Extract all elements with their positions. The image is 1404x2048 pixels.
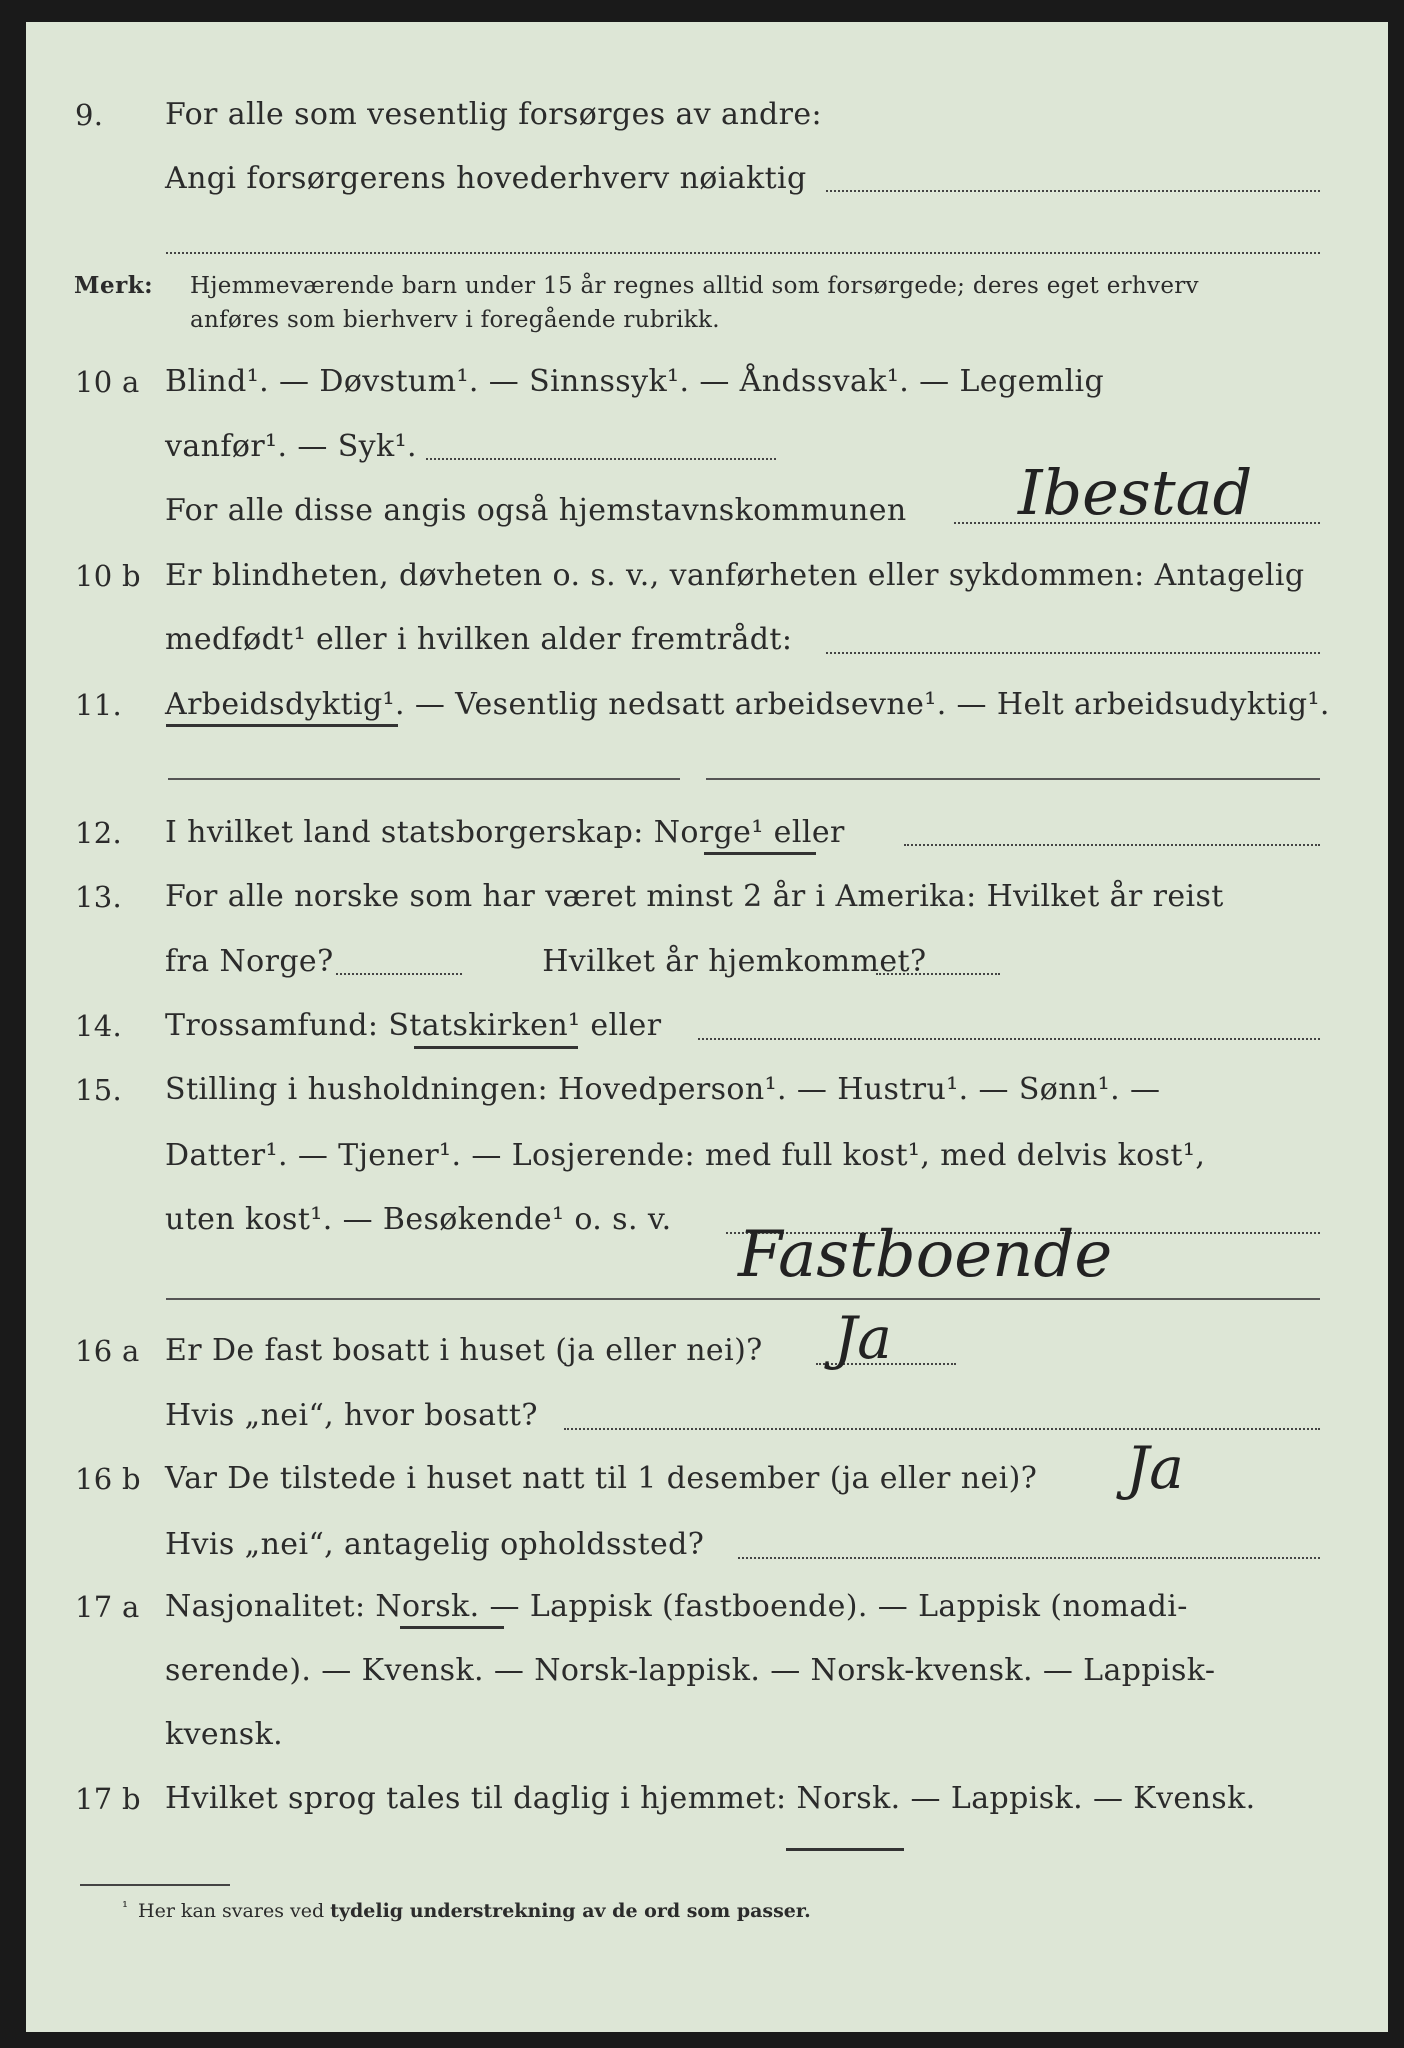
q16a-bosatt-line: [564, 1428, 1320, 1430]
q13-line-2: fra Norge? Hvilket år hjemkommet?: [165, 944, 927, 979]
q17a-line-2: serende). — Kvensk. — Norsk-lappisk. — Norsk-kvensk. — Lappisk-: [165, 1653, 1216, 1688]
q15-line-2: Datter¹. — Tjener¹. — Losjerende: med full kost¹, med delvis kost¹,: [165, 1138, 1206, 1173]
q11-rule-1: [168, 778, 680, 780]
item-number-17a: 17 a: [75, 1590, 140, 1624]
merk-line-2: anføres som bierhverv i foregående rubrikk.: [190, 307, 720, 333]
q10b-line-2: medfødt¹ eller i hvilken alder fremtrådt:: [165, 622, 793, 657]
merk-label: Merk:: [74, 272, 154, 299]
footnote-text-plain: Her kan svares ved: [138, 1900, 331, 1922]
item-number-16b: 16 b: [75, 1462, 141, 1496]
item-number-10b: 10 b: [75, 559, 141, 593]
q10a-line-3: For alle disse angis også hjemstavnskommunen: [165, 493, 907, 528]
q12-answer-line: [904, 844, 1320, 846]
footnote-text-bold: tydelig understrekning av de ord som passer.: [330, 1900, 811, 1922]
footnote-rule: [80, 1884, 230, 1886]
q9-answer-line-2: [166, 252, 1320, 254]
q14-answer-line: [698, 1038, 1320, 1040]
q13-line-1: For alle norske som har været minst 2 år i Amerika: Hvilket år reist: [165, 879, 1224, 914]
item-number-15: 15.: [75, 1073, 123, 1107]
q15-line-1: Stilling i husholdningen: Hovedperson¹. — Hustru¹. — Sønn¹. —: [165, 1072, 1161, 1107]
item-number-11: 11.: [75, 688, 123, 722]
item-number-16a: 16 a: [75, 1334, 140, 1368]
q14-line-1: Trossamfund: Statskirken¹ eller: [165, 1008, 662, 1043]
q10a-line-1: Blind¹. — Døvstum¹. — Sinnssyk¹. — Åndssvak¹. — Legemlig: [165, 364, 1105, 399]
q17a-line-3: kvensk.: [165, 1717, 284, 1752]
q16b-opholdssted-line: [738, 1557, 1320, 1559]
q17a-underline: [400, 1626, 504, 1629]
handwriting-stilling: Fastboende: [738, 1218, 1113, 1292]
q13-reist-line: [336, 973, 462, 975]
q10b-line-1: Er blindheten, døvheten o. s. v., vanførheten eller sykdommen: Antagelig: [165, 558, 1305, 593]
handwriting-hjemstavn: Ibestad: [1018, 456, 1253, 529]
q16a-line-1: Er De fast bosatt i huset (ja eller nei)?: [165, 1333, 763, 1368]
q15-rule: [166, 1298, 1320, 1300]
item-number-12: 12.: [75, 816, 123, 850]
handwriting-tilstede: Ja: [1126, 1434, 1184, 1502]
q12-underline: [704, 852, 816, 855]
q16b-line-1: Var De tilstede i huset natt til 1 desember (ja eller nei)?: [165, 1461, 1038, 1496]
q11-rule-2: [706, 778, 1320, 780]
q14-underline: [414, 1046, 578, 1049]
footnote-marker: ¹: [122, 1898, 129, 1916]
q9-line-1: For alle som vesentlig forsørges av andre:: [165, 97, 823, 132]
q12-line-1: I hvilket land statsborgerskap: Norge¹ eller: [165, 815, 845, 850]
q15-line-3: uten kost¹. — Besøkende¹ o. s. v.: [165, 1202, 672, 1237]
handwriting-bosatt: Ja: [834, 1304, 892, 1372]
q10a-line-2: vanfør¹. — Syk¹.: [165, 429, 417, 464]
q16b-line-2: Hvis „nei“, antagelig opholdssted?: [165, 1527, 705, 1562]
q13-hjemkommet-line: [876, 973, 1000, 975]
q11-underline: [166, 724, 398, 727]
item-number-9: 9.: [75, 98, 104, 132]
q9-line-2: Angi forsørgerens hovederhverv nøiaktig: [165, 161, 807, 196]
q10a-syk-line: [426, 458, 776, 460]
q17b-line-1: Hvilket sprog tales til daglig i hjemmet: Norsk. — Lappisk. — Kvensk.: [165, 1781, 1256, 1816]
item-number-10a: 10 a: [75, 365, 140, 399]
merk-line-1: Hjemmeværende barn under 15 år regnes alltid som forsørgede; deres eget erhverv: [190, 273, 1199, 299]
item-number-13: 13.: [75, 880, 123, 914]
q11-line-1: Arbeidsdyktig¹. — Vesentlig nedsatt arbeidsevne¹. — Helt arbeidsudyktig¹.: [165, 687, 1330, 722]
item-number-14: 14.: [75, 1009, 123, 1043]
footnote-text: [138, 1900, 811, 1922]
census-form-page: [26, 22, 1388, 2032]
q16a-line-2: Hvis „nei“, hvor bosatt?: [165, 1398, 538, 1433]
item-number-17b: 17 b: [75, 1782, 141, 1816]
q10b-answer-line: [826, 652, 1320, 654]
q17a-line-1: Nasjonalitet: Norsk. — Lappisk (fastboende). — Lappisk (nomadi-: [165, 1589, 1188, 1624]
q17b-underline: [786, 1848, 904, 1851]
q9-answer-line: [826, 190, 1320, 192]
